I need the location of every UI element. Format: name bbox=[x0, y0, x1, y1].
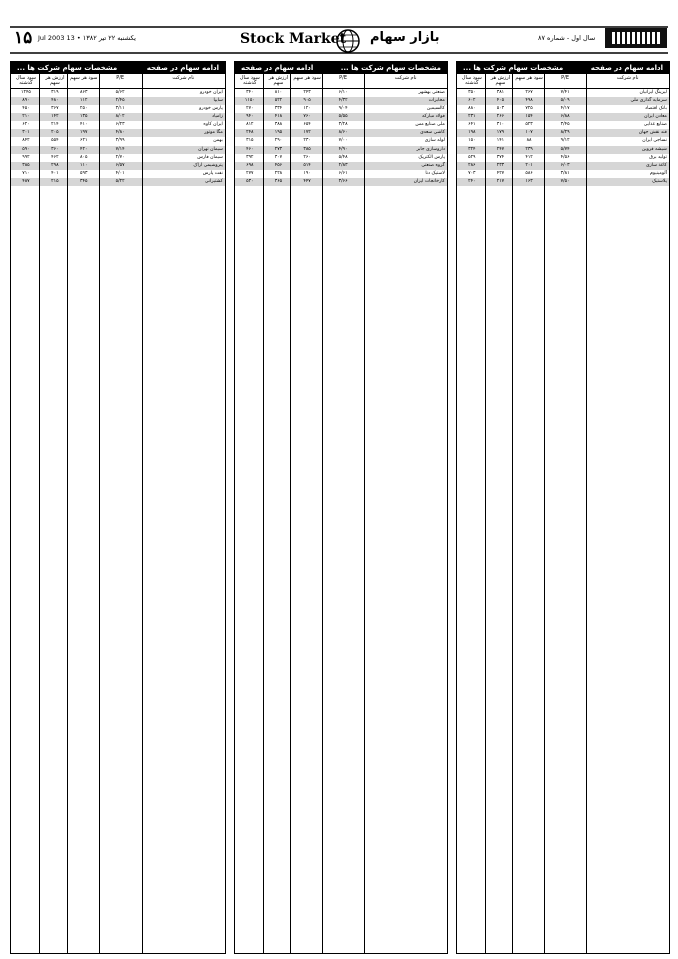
numeric-cell: ۳۵۰ bbox=[468, 90, 476, 95]
numeric-cell: ۳۱۰ bbox=[496, 122, 505, 128]
numeric-cell: ۴۱۲ bbox=[525, 154, 533, 160]
numeric-cell: ۲/۷۰ bbox=[115, 154, 125, 160]
numeric-cell: ۳۱۵ bbox=[246, 138, 254, 144]
numeric-cell: ۲۹۰ bbox=[274, 138, 283, 144]
table-row bbox=[457, 154, 669, 162]
numeric-cell: ۲۶۶ bbox=[496, 114, 505, 120]
globe-icon bbox=[333, 27, 363, 55]
company-name: فولاد مبارکه bbox=[422, 114, 445, 120]
table-row bbox=[11, 113, 225, 121]
numeric-cell: ۲/۴۵ bbox=[115, 98, 125, 104]
company-name: لاستیک دنا bbox=[425, 170, 445, 176]
table-row bbox=[457, 170, 669, 178]
numeric-cell: ۱۴۱ bbox=[496, 138, 505, 144]
column-divider bbox=[67, 74, 68, 953]
company-name: ایران خودرو bbox=[199, 90, 223, 95]
numeric-cell: ۴۴۷ bbox=[303, 178, 311, 184]
company-name: نفت پارس bbox=[202, 170, 223, 176]
numeric-cell: ۶/۰۳ bbox=[560, 162, 570, 168]
header-cell: P/E bbox=[116, 75, 125, 81]
title-english: Stock Market bbox=[240, 31, 347, 47]
numeric-cell: ۱۷۹ bbox=[496, 130, 505, 136]
company-name: بانک اقتصاد bbox=[645, 106, 667, 112]
stock-column-3 bbox=[456, 61, 670, 954]
numeric-cell: ۱۱۰ bbox=[80, 162, 88, 168]
company-name: داروسازی جابر bbox=[416, 146, 445, 152]
company-name: تولید برق bbox=[649, 154, 667, 160]
numeric-cell: ۲۷۳ bbox=[274, 146, 283, 152]
header-cell: نام شرکت bbox=[616, 75, 639, 81]
numeric-cell: ۶/۸۸ bbox=[560, 114, 570, 120]
header-cell: P/E bbox=[561, 75, 570, 81]
numeric-cell: ۲۳۰ bbox=[303, 138, 311, 144]
numeric-cell: ۲۷۷ bbox=[246, 170, 254, 176]
column-title-bar bbox=[11, 62, 225, 74]
table-row bbox=[11, 121, 225, 129]
table-row bbox=[457, 97, 669, 105]
numeric-cell: ۷/۵۰ bbox=[560, 178, 570, 184]
numeric-cell: ۷/۱۴ bbox=[115, 146, 125, 152]
numeric-cell: ۳۶۷ bbox=[51, 106, 59, 112]
numeric-cell: ۲۳۱ bbox=[468, 114, 476, 120]
company-name: آلومینیوم bbox=[649, 170, 667, 176]
numeric-cell: ۴۶۰ bbox=[246, 146, 254, 152]
numeric-cell: ۸۶۳ bbox=[80, 90, 88, 95]
table-row bbox=[457, 105, 669, 113]
table-row bbox=[457, 121, 669, 129]
company-name: سرمایه گذاری ملی bbox=[630, 98, 667, 104]
column-divider bbox=[512, 74, 513, 953]
column-subtitle: ادامه سهام در صفحه bbox=[241, 64, 314, 72]
title-persian: بازار سهام bbox=[370, 30, 440, 45]
numeric-cell: ۸/۰۲ bbox=[115, 114, 125, 120]
numeric-cell: ۸۱۲ bbox=[246, 122, 254, 128]
header-cell: سود سال گذشته bbox=[15, 75, 36, 86]
company-name: زامیاد bbox=[212, 114, 223, 120]
numeric-cell: ۳/۹۹ bbox=[115, 138, 125, 144]
column-divider bbox=[39, 74, 40, 953]
numeric-cell: ۴۵۶ bbox=[274, 162, 283, 168]
numeric-cell: ۱۷۲ bbox=[303, 130, 311, 136]
numeric-cell: ۱۹۸ bbox=[468, 130, 476, 136]
table-row bbox=[11, 129, 225, 137]
numeric-cell: ۵/۶۲ bbox=[115, 90, 125, 95]
numeric-cell: ۱۶۳ bbox=[525, 178, 533, 184]
table-row bbox=[235, 129, 447, 137]
numeric-cell: ۳۹۲ bbox=[246, 154, 254, 160]
header-cell: ارزش هر سهم bbox=[490, 75, 511, 86]
date-left: یکشنبه ۲۲ تیر ۱۳۸۲ • 13 Jul 2003 bbox=[38, 34, 136, 42]
numeric-cell: ۴۱۸ bbox=[274, 114, 283, 120]
numeric-cell: ۱۳۵ bbox=[80, 114, 88, 120]
numeric-cell: ۱۵۰ bbox=[468, 138, 476, 144]
numeric-cell: ۱۹۷ bbox=[80, 130, 88, 136]
numeric-cell: ۳۴۵ bbox=[80, 178, 88, 184]
numeric-cell: ۴۰۱ bbox=[51, 170, 59, 176]
numeric-cell: ۲۱۵ bbox=[51, 178, 59, 184]
table-row bbox=[235, 162, 447, 170]
numeric-cell: ۴۸۰ bbox=[51, 98, 59, 104]
numeric-cell: ۴۶۲ bbox=[51, 154, 59, 160]
column-divider bbox=[544, 74, 545, 953]
numeric-cell: ۱۰۷ bbox=[525, 130, 533, 136]
column-divider bbox=[263, 74, 264, 953]
table-row bbox=[11, 105, 225, 113]
numeric-cell: ۳۰۷ bbox=[274, 154, 283, 160]
numeric-cell: ۷۱۰ bbox=[22, 170, 30, 176]
numeric-cell: ۶/۵۷ bbox=[115, 162, 125, 168]
table-row bbox=[11, 162, 225, 170]
table-row bbox=[11, 137, 225, 145]
header-cell: سود هر سهم bbox=[70, 75, 98, 81]
column-divider bbox=[99, 74, 100, 953]
header-cell: ارزش هر سهم bbox=[268, 75, 289, 86]
numeric-cell: ۴۸۷ bbox=[22, 178, 30, 184]
numeric-cell: ۳۴۰ bbox=[246, 90, 254, 95]
numeric-cell: ۵۵۴ bbox=[51, 138, 59, 144]
numeric-cell: ۵۲۳ bbox=[525, 122, 533, 128]
numeric-cell: ۲۰۵ bbox=[51, 130, 59, 136]
company-name: کاشی سعدی bbox=[420, 130, 445, 136]
column-divider bbox=[586, 74, 587, 953]
table-row bbox=[235, 89, 447, 97]
company-name: لیزینگ ایرانیان bbox=[639, 90, 667, 95]
company-name: سایپا bbox=[213, 98, 223, 104]
table-row bbox=[457, 129, 669, 137]
numeric-cell: ۳۳۴ bbox=[274, 106, 283, 112]
table-row bbox=[457, 146, 669, 154]
numeric-cell: ۵۳۰ bbox=[246, 178, 254, 184]
column-header-row bbox=[457, 74, 669, 89]
company-name: صنعتی بهشهر bbox=[418, 90, 445, 95]
column-title: مشخصات سهام شرکت ها ... bbox=[340, 64, 441, 72]
company-name: ایران کاوه bbox=[203, 122, 223, 128]
column-subtitle: مشخصات سهام شرکت ها ... bbox=[17, 64, 118, 72]
numeric-cell: ۲۴۷ bbox=[496, 146, 505, 152]
numeric-cell: ۲۱۴ bbox=[51, 122, 59, 128]
table-row bbox=[457, 89, 669, 97]
numeric-cell: ۸۸ bbox=[526, 138, 532, 144]
column-divider bbox=[290, 74, 291, 953]
numeric-cell: ۹۰۵ bbox=[303, 98, 311, 104]
company-name: پارس الکتریک bbox=[418, 154, 445, 160]
column-header-row bbox=[11, 74, 225, 89]
numeric-cell: ۴/۸۰ bbox=[115, 130, 125, 136]
numeric-cell: ۱۵۴ bbox=[525, 114, 533, 120]
numeric-cell: ۲۳۳ bbox=[496, 162, 505, 168]
numeric-cell: ۴۱۰ bbox=[80, 122, 88, 128]
numeric-cell: ۱۲۰ bbox=[303, 106, 311, 112]
table-row bbox=[235, 154, 447, 162]
numeric-cell: ۷۲۵ bbox=[525, 106, 533, 112]
numeric-cell: ۱۴۲ bbox=[51, 114, 59, 120]
numeric-cell: ۱۹۵ bbox=[274, 130, 283, 136]
numeric-cell: ۳۶۰ bbox=[51, 146, 59, 152]
table-row bbox=[11, 97, 225, 105]
company-name: مخابرات bbox=[428, 98, 445, 104]
numeric-cell: ۴۲۷ bbox=[496, 170, 505, 176]
table-row bbox=[235, 113, 447, 121]
numeric-cell: ۲۴۳ bbox=[303, 90, 311, 95]
numeric-cell: ۳/۴۵ bbox=[560, 122, 570, 128]
numeric-cell: ۶۹۸ bbox=[246, 162, 254, 168]
column-title: ادامه سهام در صفحه bbox=[590, 64, 663, 72]
numeric-cell: ۲۹۸ bbox=[51, 162, 59, 168]
numeric-cell: ۳۶۵ bbox=[274, 178, 283, 184]
header-cell: سود هر سهم bbox=[515, 75, 543, 81]
numeric-cell: ۲۵۰ bbox=[80, 106, 88, 112]
numeric-cell: ۵/۵۵ bbox=[338, 114, 348, 120]
numeric-cell: ۲۴۰ bbox=[468, 178, 476, 184]
numeric-cell: ۴۰۵ bbox=[496, 98, 505, 104]
numeric-cell: ۴۵۰ bbox=[22, 106, 30, 112]
numeric-cell: ۳۰۱ bbox=[22, 130, 30, 136]
company-name: کاغذ سازی bbox=[645, 162, 667, 168]
numeric-cell: ۸۱۰ bbox=[274, 90, 283, 95]
numeric-cell: ۵۲۹ bbox=[468, 154, 476, 160]
numeric-cell: ۸۹۰ bbox=[22, 98, 30, 104]
company-name: سیمان تهران bbox=[198, 146, 223, 152]
table-row bbox=[235, 146, 447, 154]
numeric-cell: ۳۱۹ bbox=[51, 90, 59, 95]
numeric-cell: ۲/۸۳ bbox=[338, 162, 348, 168]
numeric-cell: ۴/۵۶ bbox=[560, 154, 570, 160]
numeric-cell: ۱۹۰ bbox=[303, 170, 311, 176]
numeric-cell: ۶۵۴ bbox=[303, 122, 311, 128]
numeric-cell: ۴/۰۱ bbox=[115, 170, 125, 176]
company-name: نساجی ایران bbox=[642, 138, 667, 144]
numeric-cell: ۲۰۱ bbox=[525, 162, 533, 168]
numeric-cell: ۵/۰۹ bbox=[560, 98, 570, 104]
numeric-cell: ۳۸۵ bbox=[22, 162, 30, 168]
company-name: معادن ایران bbox=[644, 114, 667, 120]
table-row bbox=[11, 146, 225, 154]
numeric-cell: ۳/۶۶ bbox=[338, 178, 348, 184]
header-cell: نام شرکت bbox=[172, 75, 195, 81]
table-row bbox=[457, 162, 669, 170]
newspaper-logo bbox=[605, 28, 667, 48]
column-title-bar bbox=[457, 62, 669, 74]
numeric-cell: ۵/۷۴ bbox=[560, 146, 570, 152]
numeric-cell: ۳/۱۱ bbox=[115, 106, 125, 112]
numeric-cell: ۴۲۰ bbox=[80, 146, 88, 152]
page-header bbox=[10, 26, 668, 54]
header-cell: P/E bbox=[339, 75, 348, 81]
numeric-cell: ۵۸۶ bbox=[525, 170, 533, 176]
numeric-cell: ۸/۲۹ bbox=[560, 130, 570, 136]
numeric-cell: ۱۱۲ bbox=[80, 98, 88, 104]
column-divider bbox=[364, 74, 365, 953]
company-name: پلاستیک bbox=[652, 178, 667, 184]
table-row bbox=[235, 170, 447, 178]
company-name: کشتیرانی bbox=[204, 178, 223, 184]
table-row bbox=[235, 121, 447, 129]
numeric-cell: ۸۸۰ bbox=[468, 106, 476, 112]
numeric-cell: ۷/۰۰ bbox=[338, 138, 348, 144]
numeric-cell: ۶/۶۱ bbox=[338, 170, 348, 176]
numeric-cell: ۶۰۲ bbox=[468, 98, 476, 104]
numeric-cell: ۳۸۵ bbox=[303, 146, 311, 152]
numeric-cell: ۹/۰۴ bbox=[338, 106, 348, 112]
numeric-cell: ۵۲۲ bbox=[274, 98, 283, 104]
header-cell: سود هر سهم bbox=[293, 75, 321, 81]
table-row bbox=[457, 178, 669, 186]
numeric-cell: ۵۹۰ bbox=[22, 146, 30, 152]
numeric-cell: ۲۲۸ bbox=[274, 170, 283, 176]
numeric-cell: ۱۱۵۰ bbox=[244, 98, 255, 104]
column-header-row bbox=[235, 74, 447, 89]
numeric-cell: ۲۶۷ bbox=[525, 90, 533, 95]
table-row bbox=[11, 170, 225, 178]
company-name: لوله سازی bbox=[424, 138, 445, 144]
company-name: گروه صنعتی bbox=[421, 162, 445, 168]
numeric-cell: ۲۱۷ bbox=[496, 178, 505, 184]
numeric-cell: ۵۰۳ bbox=[496, 106, 505, 112]
company-name: ملی صنایع مس bbox=[415, 122, 445, 128]
header-cell: ارزش هر سهم bbox=[45, 75, 65, 86]
company-name: قند نقش جهان bbox=[638, 130, 667, 136]
company-name: مگا موتور bbox=[204, 130, 223, 136]
numeric-cell: ۲۷۰ bbox=[246, 106, 254, 112]
column-divider bbox=[142, 74, 143, 953]
column-divider bbox=[485, 74, 486, 953]
numeric-cell: ۳۸۸ bbox=[274, 122, 283, 128]
company-name: پارس خودرو bbox=[199, 106, 223, 112]
company-name: کارخانجات ایران bbox=[413, 178, 445, 184]
stock-column-1 bbox=[10, 61, 226, 954]
numeric-cell: ۵۹۳ bbox=[80, 170, 88, 176]
numeric-cell: ۳۷۴ bbox=[496, 154, 505, 160]
column-title: ادامه سهام در صفحه bbox=[146, 64, 219, 72]
numeric-cell: ۳/۲۸ bbox=[338, 122, 348, 128]
numeric-cell: ۱۲۴۵ bbox=[21, 90, 31, 95]
numeric-cell: ۹/۱۲ bbox=[560, 138, 570, 144]
numeric-cell: ۷۶۰ bbox=[303, 114, 311, 120]
numeric-cell: ۴/۱۷ bbox=[560, 106, 570, 112]
numeric-cell: ۸/۶۰ bbox=[338, 130, 348, 136]
numeric-cell: ۸۰۵ bbox=[80, 154, 88, 160]
table-row bbox=[235, 178, 447, 186]
numeric-cell: ۴۹۸ bbox=[525, 98, 533, 104]
numeric-cell: ۹۹۲ bbox=[22, 154, 30, 160]
numeric-cell: ۷۰۳ bbox=[468, 170, 476, 176]
numeric-cell: ۶۲۱ bbox=[80, 138, 88, 144]
table-row bbox=[235, 97, 447, 105]
table-row bbox=[457, 137, 669, 145]
numeric-cell: ۳/۸۱ bbox=[560, 170, 570, 176]
company-name: صنایع غذایی bbox=[643, 122, 667, 128]
numeric-cell: ۲۶۰ bbox=[303, 154, 311, 160]
table-row bbox=[11, 178, 225, 186]
header-cell: سود سال گذشته bbox=[461, 75, 482, 86]
column-title-bar bbox=[235, 62, 447, 74]
table-row bbox=[457, 113, 669, 121]
numeric-cell: ۳۲۴ bbox=[468, 146, 476, 152]
numeric-cell: ۶۴۱ bbox=[468, 122, 476, 128]
stock-column-2 bbox=[234, 61, 448, 954]
numeric-cell: ۴/۹۰ bbox=[338, 146, 348, 152]
numeric-cell: ۶/۱۰ bbox=[338, 90, 348, 95]
numeric-cell: ۳۸۱ bbox=[496, 90, 505, 95]
numeric-cell: ۹۴۰ bbox=[246, 114, 254, 120]
numeric-cell: ۷/۴۱ bbox=[560, 90, 570, 95]
company-name: شیشه قزوین bbox=[641, 146, 667, 152]
header-cell: نام شرکت bbox=[394, 75, 417, 81]
issue-info: سال اول - شماره ۸۷ bbox=[538, 34, 596, 42]
numeric-cell: ۵/۴۸ bbox=[338, 154, 348, 160]
company-name: بهمن bbox=[213, 138, 223, 144]
numeric-cell: ۵۱۴ bbox=[303, 162, 311, 168]
numeric-cell: ۸۴۲ bbox=[22, 138, 30, 144]
company-name: سیمان فارس bbox=[197, 154, 223, 160]
header-cell: سود سال گذشته bbox=[239, 75, 260, 86]
numeric-cell: ۲۸۶ bbox=[468, 162, 476, 168]
table-row bbox=[235, 105, 447, 113]
numeric-cell: ۲۴۸ bbox=[246, 130, 254, 136]
numeric-cell: ۲۳۹ bbox=[525, 146, 533, 152]
page-number: ۱۵ bbox=[14, 28, 33, 48]
numeric-cell: ۵/۲۲ bbox=[115, 178, 125, 184]
numeric-cell: ۲۱۰ bbox=[22, 114, 30, 120]
table-row bbox=[11, 89, 225, 97]
numeric-cell: ۶/۲۳ bbox=[115, 122, 125, 128]
company-name: پتروشیمی اراک bbox=[193, 162, 223, 168]
table-row bbox=[235, 137, 447, 145]
company-name: کالسیمین bbox=[426, 106, 445, 112]
column-subtitle: مشخصات سهام شرکت ها ... bbox=[463, 64, 564, 72]
column-divider bbox=[322, 74, 323, 953]
numeric-cell: ۶۲۰ bbox=[22, 122, 30, 128]
table-row bbox=[11, 154, 225, 162]
numeric-cell: ۴/۳۲ bbox=[338, 98, 348, 104]
